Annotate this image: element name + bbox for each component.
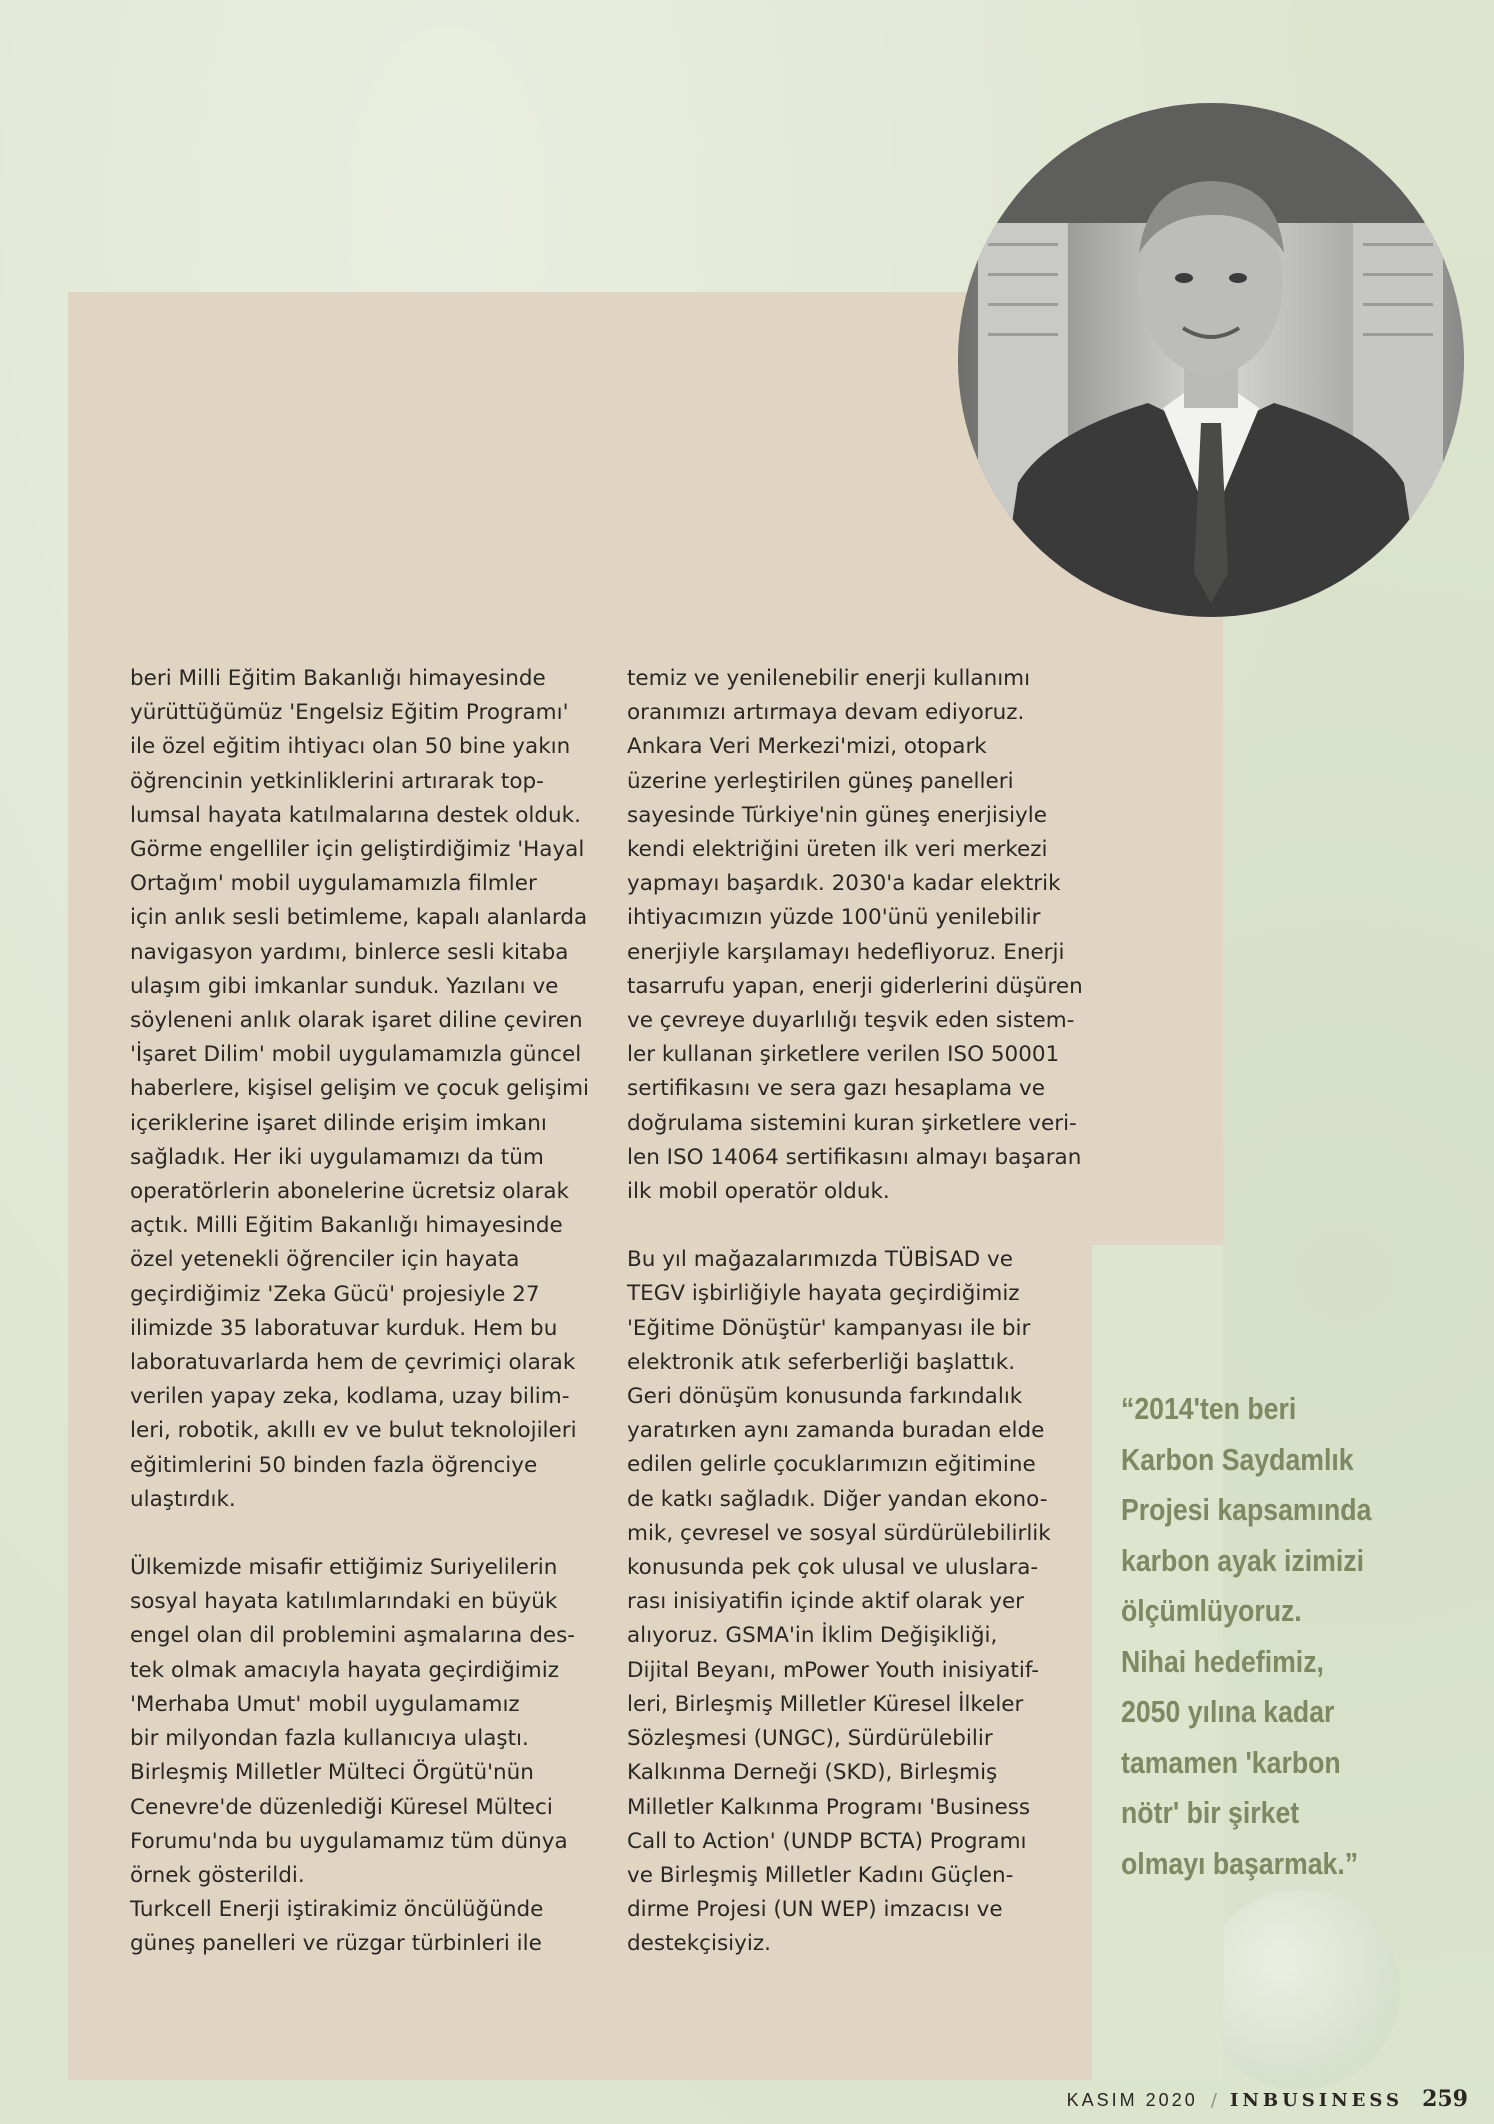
- article-column-right: [627, 662, 1087, 1962]
- quote-line: ölçümlüyoruz.: [1121, 1593, 1302, 1628]
- article-column-left: [130, 662, 590, 1962]
- left-line: ulaşım gibi imkanlar sunduk. Yazılanı ve: [130, 973, 559, 999]
- left-line: geçirdiğimiz 'Zeka Gücü' projesiyle 27: [130, 1281, 540, 1307]
- left-line: eğitimlerini 50 binden fazla öğrenciye: [130, 1452, 538, 1478]
- left-line: sosyal hayata katılımlarındaki en büyük: [130, 1589, 558, 1615]
- right-line: yapmayı başardık. 2030'a kadar elektrik: [627, 871, 1061, 897]
- page-footer: [1067, 2086, 1468, 2112]
- right-line: Milletler Kalkınma Programı 'Business: [627, 1794, 1031, 1820]
- left-line: bir milyondan fazla kullanıcıya ulaştı.: [130, 1726, 529, 1752]
- quote-line: 2050 yılına kadar: [1121, 1694, 1335, 1729]
- left-line: Ortağım' mobil uygulamamızla filmler: [130, 871, 537, 897]
- left-line: güneş panelleri ve rüzgar türbinleri ile: [130, 1931, 542, 1957]
- right-line: mik, çevresel ve sosyal sürdürülebilirlik: [627, 1520, 1051, 1546]
- right-line: tasarrufu yapan, enerji giderlerini düşüren: [627, 973, 1083, 999]
- right-line: Call to Action' (UNDP BCTA) Programı: [627, 1828, 1027, 1854]
- right-line: sertifikasını ve sera gazı hesaplama ve: [627, 1076, 1045, 1102]
- right-line: ihtiyacımızın yüzde 100'ünü yenilebilir: [627, 905, 1041, 931]
- left-line: söyleneni anlık olarak işaret diline çeviren: [130, 1008, 583, 1034]
- right-line: dirme Projesi (UN WEP) imzacısı ve: [627, 1897, 1003, 1923]
- right-line: Bu yıl mağazalarımızda TÜBİSAD ve: [627, 1247, 1013, 1273]
- right-line: ilk mobil operatör olduk.: [627, 1179, 890, 1205]
- left-line: beri Milli Eğitim Bakanlığı himayesinde: [130, 666, 546, 691]
- magazine-name: INBUSINESS: [1229, 2090, 1403, 2111]
- left-line: Birleşmiş Milletler Mülteci Örgütü'nün: [130, 1760, 534, 1786]
- right-line: Geri dönüşüm konusunda farkındalık: [627, 1384, 1023, 1410]
- quote-line: tamamen 'karbon: [1121, 1744, 1341, 1780]
- page-number: 259: [1422, 2086, 1468, 2112]
- right-line: alıyoruz. GSMA'in İklim Değişikliği,: [627, 1623, 998, 1649]
- left-line: ulaştırdık.: [130, 1486, 236, 1512]
- left-line: örnek gösterildi.: [130, 1862, 305, 1888]
- quote-line: Projesi kapsamında: [1121, 1492, 1372, 1527]
- right-line: len ISO 14064 sertifikasını almayı başaran: [627, 1144, 1082, 1170]
- left-line: laboratuvarlarda hem de çevrimiçi olarak: [130, 1350, 576, 1376]
- left-line: ile özel eğitim ihtiyacı olan 50 bine yakın: [130, 734, 571, 760]
- left-line: 'Merhaba Umut' mobil uygulamamız: [130, 1691, 520, 1717]
- left-line: Forumu'nda bu uygulamamız tüm dünya: [130, 1828, 568, 1854]
- left-line: Ülkemizde misafir ettiğimiz Suriyelilerin: [130, 1555, 558, 1581]
- right-line: ve çevreye duyarlılığı teşvik eden sistem-: [627, 1008, 1075, 1034]
- right-line: Ankara Veri Merkezi'mizi, otopark: [627, 734, 987, 760]
- right-line: enerjiyle karşılamayı hedefliyoruz. Enerji: [627, 939, 1065, 965]
- right-line: ler kullanan şirketlere verilen ISO 50001: [627, 1042, 1060, 1068]
- right-line: temiz ve yenilenebilir enerji kullanımı: [627, 666, 1031, 691]
- background-script-decoration: [20, 70, 100, 163]
- planet-decoration: [1200, 1890, 1400, 2090]
- portrait-photo: [958, 103, 1464, 617]
- quote-line: Nihai hedefimiz,: [1121, 1643, 1324, 1679]
- right-line: edilen gelirle çocuklarımızın eğitimine: [627, 1452, 1036, 1478]
- right-line: 'Eğitime Dönüştür' kampanyası ile bir: [627, 1315, 1031, 1341]
- right-line: destekçisiyiz.: [627, 1931, 771, 1957]
- quote-line: olmayı başarmak.”: [1121, 1845, 1359, 1881]
- left-line: Turkcell Enerji iştirakimiz öncülüğünde: [130, 1897, 544, 1923]
- left-line: sağladık. Her iki uygulamamızı da tüm: [130, 1144, 544, 1170]
- pull-quote: [1121, 1384, 1396, 1889]
- left-line: öğrencinin yetkinliklerini artırarak top-: [130, 768, 544, 794]
- left-line: engel olan dil problemini aşmalarına des-: [130, 1623, 576, 1649]
- left-line: ilimizde 35 laboratuvar kurduk. Hem bu: [130, 1315, 558, 1341]
- left-line: lumsal hayata katılmalarına destek olduk.: [130, 802, 581, 828]
- quote-line: “2014'ten beri: [1121, 1391, 1297, 1426]
- right-line: üzerine yerleştirilen güneş panelleri: [627, 768, 1014, 794]
- right-line: leri, Birleşmiş Milletler Küresel İlkeler: [627, 1691, 1024, 1717]
- right-line: konusunda pek çok ulusal ve uluslara-: [627, 1555, 1039, 1581]
- right-line: doğrulama sistemini kuran şirketlere veri-: [627, 1110, 1077, 1136]
- right-line: Sözleşmesi (UNGC), Sürdürülebilir: [627, 1726, 993, 1752]
- left-line: Cenevre'de düzenlediği Küresel Mülteci: [130, 1794, 553, 1820]
- right-line: de katkı sağladık. Diğer yandan ekono-: [627, 1486, 1048, 1512]
- left-line: leri, robotik, akıllı ev ve bulut teknolojileri: [130, 1418, 577, 1444]
- left-line: navigasyon yardımı, binlerce sesli kitaba: [130, 939, 569, 965]
- paragraph-gap: [627, 1209, 1087, 1243]
- left-line: operatörlerin abonelerine ücretsiz olarak: [130, 1179, 570, 1205]
- quote-line: nötr' bir şirket: [1121, 1795, 1300, 1830]
- left-line: özel yetenekli öğrenciler için hayata: [130, 1247, 520, 1273]
- right-line: elektronik atık seferberliği başlattık.: [627, 1349, 1016, 1375]
- paragraph-gap: [130, 1517, 590, 1551]
- portrait-illustration: [958, 103, 1464, 617]
- quote-line: Karbon Saydamlık: [1121, 1441, 1354, 1477]
- right-line: Dijital Beyanı, mPower Youth inisiyatif-: [627, 1657, 1039, 1683]
- right-line: oranımızı artırmaya devam ediyoruz.: [627, 700, 1025, 726]
- left-line: tek olmak amacıyla hayata geçirdiğimiz: [130, 1657, 559, 1683]
- right-line: yaratırken aynı zamanda buradan elde: [627, 1418, 1045, 1444]
- right-line: TEGV işbirliğiyle hayata geçirdiğimiz: [627, 1281, 1020, 1307]
- footer-separator: /: [1210, 2090, 1217, 2111]
- right-line: ve Birleşmiş Milletler Kadını Güçlen-: [627, 1862, 1014, 1888]
- right-line: Kalkınma Derneği (SKD), Birleşmiş: [627, 1760, 998, 1786]
- quote-line: karbon ayak izimizi: [1121, 1542, 1365, 1578]
- right-line: kendi elektriğini üreten ilk veri merkezi: [627, 837, 1048, 863]
- left-line: haberlere, kişisel gelişim ve çocuk gelişimi: [130, 1076, 589, 1102]
- right-line: rası inisiyatifin içinde aktif olarak yer: [627, 1589, 1025, 1615]
- left-line: verilen yapay zeka, kodlama, uzay bilim-: [130, 1384, 570, 1410]
- right-line: sayesinde Türkiye'nin güneş enerjisiyle: [627, 802, 1047, 828]
- left-line: Görme engelliler için geliştirdiğimiz 'Hayal: [130, 837, 585, 863]
- left-line: içeriklerine işaret dilinde erişim imkanı: [130, 1110, 547, 1136]
- issue-date: KASIM 2020: [1066, 2090, 1198, 2110]
- left-line: 'İşaret Dilim' mobil uygulamamızla güncel: [130, 1042, 582, 1068]
- left-line: yürüttüğümüz 'Engelsiz Eğitim Programı': [130, 700, 569, 726]
- left-line: için anlık sesli betimleme, kapalı alanlarda: [130, 905, 588, 931]
- left-line: açtık. Milli Eğitim Bakanlığı himayesinde: [130, 1213, 563, 1239]
